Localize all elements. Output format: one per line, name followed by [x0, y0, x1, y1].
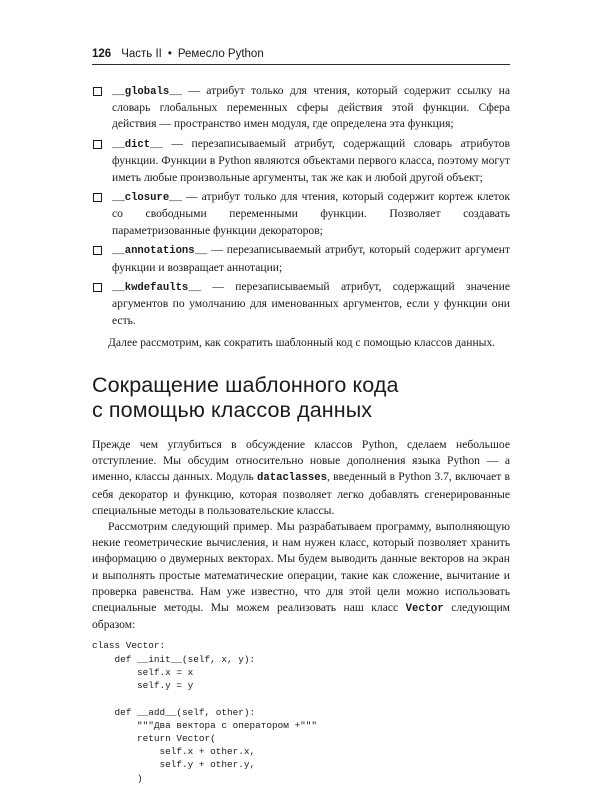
code-line: return Vector( — [92, 732, 216, 744]
code-line: self.x + other.x, — [92, 746, 256, 758]
example-text-a: Рассмотрим следующий пример. Мы разрабатываем программу, выполняющую некие геометрические вычисления, и нам нужен класс, который позволяет хранить информацию о двумерных векторах. Мы будем выводить данные векторов на экран и выполнять простые математические операции, такие как сложение, вычитание и проверка равенства. Нам уже известно, что для этой цели можно использовать специальные методы. Мы можем реализовать наш класс — [92, 520, 510, 615]
list-item — [92, 279, 510, 329]
code-line: self.y + other.y, — [92, 759, 256, 771]
attribute-name: __kwdefaults__ — [112, 282, 202, 295]
transition-paragraph: Далее рассмотрим, как сократить шаблонный код с помощью классов данных. — [108, 335, 496, 349]
list-item — [92, 83, 510, 133]
page-body — [92, 83, 510, 785]
attribute-description: — атрибут только для чтения, который содержит ссылку на словарь глобальных переменных сферы действия этой функции. Сфера действия — пространство имен модуля, где определена эта функция; — [112, 84, 510, 131]
section-heading-line-1: Сокращение шаблонного кода — [92, 373, 399, 398]
attribute-description: — атрибут только для чтения, который содержит кортеж клеток со свободными переменными функции. Позволяет создавать параметризованные функции декораторов; — [112, 190, 510, 237]
code-line: ) — [92, 772, 143, 784]
code-line — [92, 692, 510, 705]
attribute-description: — перезаписываемый атрибут, содержащий словарь атрибутов функции. Функции в Python являются объектами первого класса, поэтому могут иметь любые произвольные аргументы, так же как и любой другой объект; — [112, 137, 510, 184]
code-line: def __add__(self, other): — [92, 706, 256, 718]
attribute-list — [92, 83, 510, 329]
intro-paragraph — [92, 437, 510, 519]
section-heading-line-2: с помощью классов данных — [92, 398, 373, 423]
code-listing — [92, 639, 510, 784]
header-rule — [92, 64, 510, 65]
attribute-name: __annotations__ — [112, 245, 208, 258]
module-name: dataclasses — [257, 472, 327, 485]
code-line: """Два вектора с оператором +""" — [92, 719, 318, 731]
example-paragraph — [92, 519, 510, 633]
code-line: class Vector: — [92, 640, 166, 652]
list-item — [92, 189, 510, 239]
intro-text-b: , введенный в Python 3.7, включает в себя декоратор и функцию, которая позволяет легко добавлять сгенерированные специальные методы в пользовательские классы. — [92, 470, 511, 517]
list-item — [92, 242, 510, 275]
class-name: Vector — [405, 603, 444, 616]
section-heading — [92, 373, 510, 423]
part-title: Ремесло Python — [177, 48, 264, 60]
list-item — [92, 136, 510, 186]
part-label: Часть II — [121, 48, 162, 60]
running-header — [92, 46, 510, 62]
code-line: self.y = y — [92, 680, 194, 692]
code-line: def __init__(self, x, y): — [92, 653, 256, 665]
code-line: self.x = x — [92, 666, 194, 678]
intro-text-a: Прежде чем углубиться в обсуждение классов Python, сделаем небольшое отступление. Мы обсудим относительно новые дополнения языка Python — а именно, классы данных. Модуль — [92, 438, 510, 484]
attribute-name: __globals__ — [112, 86, 182, 98]
checkbox-bullet-icon — [93, 87, 102, 96]
checkbox-bullet-icon — [93, 140, 102, 149]
page-number: 126 — [92, 48, 112, 60]
checkbox-bullet-icon — [93, 246, 102, 255]
attribute-name: __dict__ — [112, 139, 163, 152]
checkbox-bullet-icon — [93, 193, 102, 202]
example-text-b: следующим образом: — [92, 601, 510, 632]
attribute-description: — перезаписываемый атрибут, содержащий значение аргументов по умолчанию для именованных аргументов, если у функции они есть. — [112, 280, 510, 327]
attribute-description: — перезаписываемый атрибут, который содержит аргумент функции и возвращает аннотации; — [112, 243, 510, 274]
header-separator: • — [167, 48, 172, 60]
attribute-name: __closure__ — [112, 192, 182, 205]
checkbox-bullet-icon — [93, 283, 102, 292]
